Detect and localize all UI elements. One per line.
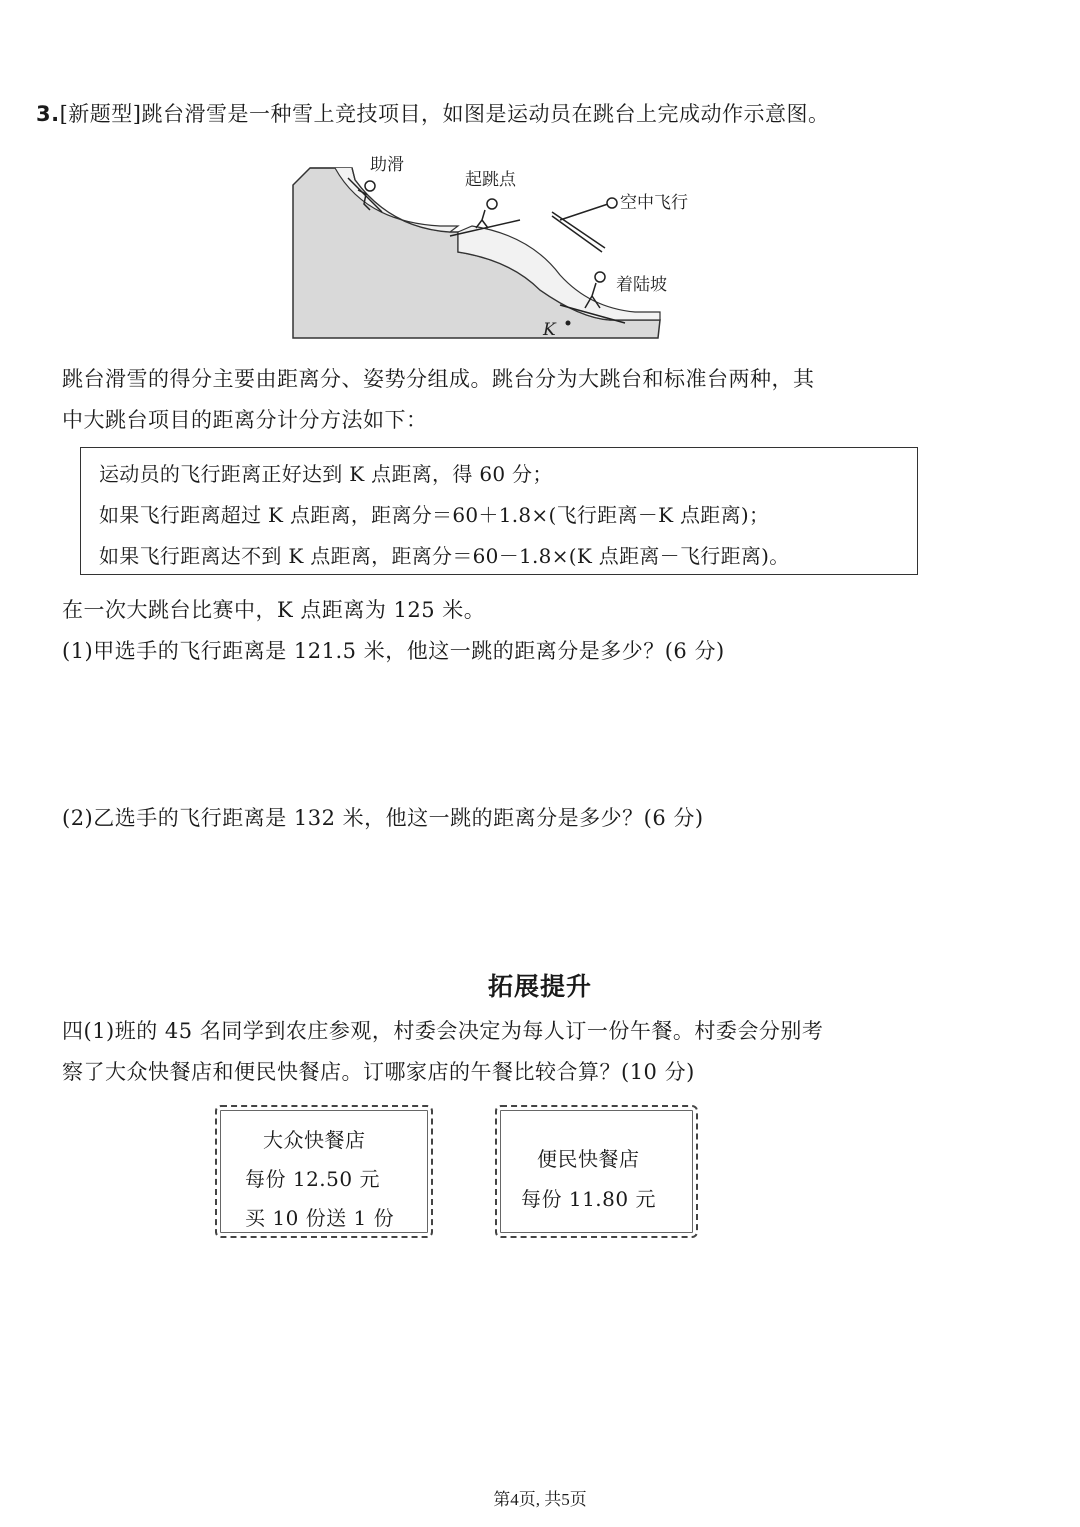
question-intro-text: 跳台滑雪是一种雪上竞技项目，如图是运动员在跳台上完成动作示意图。 xyxy=(141,102,830,126)
shop-dazhong-offer: 买 10 份送 1 份 xyxy=(245,1206,395,1230)
sub-question-1: (1)甲选手的飞行距离是 121.5 米，他这一跳的距离分是多少？(6 分) xyxy=(62,639,725,663)
description-line-1: 跳台滑雪的得分主要由距离分、姿势分组成。跳台分为大跳台和标准台两种，其 xyxy=(62,367,815,391)
section-heading: 拓展提升 xyxy=(487,972,592,1001)
question-tag: [新题型] xyxy=(59,102,142,126)
shop-dazhong-name: 大众快餐店 xyxy=(263,1128,366,1152)
skier-flight xyxy=(552,198,617,252)
label-landing-slope: 着陆坡 xyxy=(616,275,667,295)
extension-line-2: 察了大众快餐店和便民快餐店。订哪家店的午餐比较合算？(10 分) xyxy=(62,1060,695,1084)
shop-bianmin-price: 每份 11.80 元 xyxy=(521,1187,656,1211)
rule-1: 运动员的飞行距离正好达到 K 点距离，得 60 分； xyxy=(99,462,553,486)
label-takeoff-point: 起跳点 xyxy=(465,170,516,190)
extension-line-1: 四(1)班的 45 名同学到农庄参观，村委会决定为每人订一份午餐。村委会分别考 xyxy=(62,1019,824,1043)
rule-2: 如果飞行距离超过 K 点距离，距离分＝60＋1.8×(飞行距离－K 点距离)； xyxy=(99,503,770,527)
label-flight: 空中飞行 xyxy=(620,193,688,213)
shop-box-bianmin xyxy=(495,1105,698,1238)
shop-bianmin-name: 便民快餐店 xyxy=(537,1147,640,1171)
scoring-rules-box xyxy=(80,447,918,575)
rule-3: 如果飞行距离达不到 K 点距离，距离分＝60－1.8×(K 点距离－飞行距离)。 xyxy=(99,544,790,568)
description-line-2: 中大跳台项目的距离分计分方法如下： xyxy=(62,408,428,432)
label-assist-slide: 助滑 xyxy=(370,155,404,175)
question-number: 3. xyxy=(36,102,60,126)
shop-dazhong-price: 每份 12.50 元 xyxy=(245,1167,380,1191)
k-point-marker xyxy=(566,321,571,326)
ski-jump-figure xyxy=(290,140,720,345)
sub-question-2: (2)乙选手的飞行距离是 132 米，他这一跳的距离分是多少？(6 分) xyxy=(62,806,704,830)
label-k-point: K xyxy=(543,320,556,340)
context-line: 在一次大跳台比赛中，K 点距离为 125 米。 xyxy=(62,598,486,622)
shop-box-dazhong xyxy=(215,1105,433,1238)
question-3-intro xyxy=(36,98,829,128)
page-footer: 第4页, 共5页 xyxy=(493,1490,587,1509)
